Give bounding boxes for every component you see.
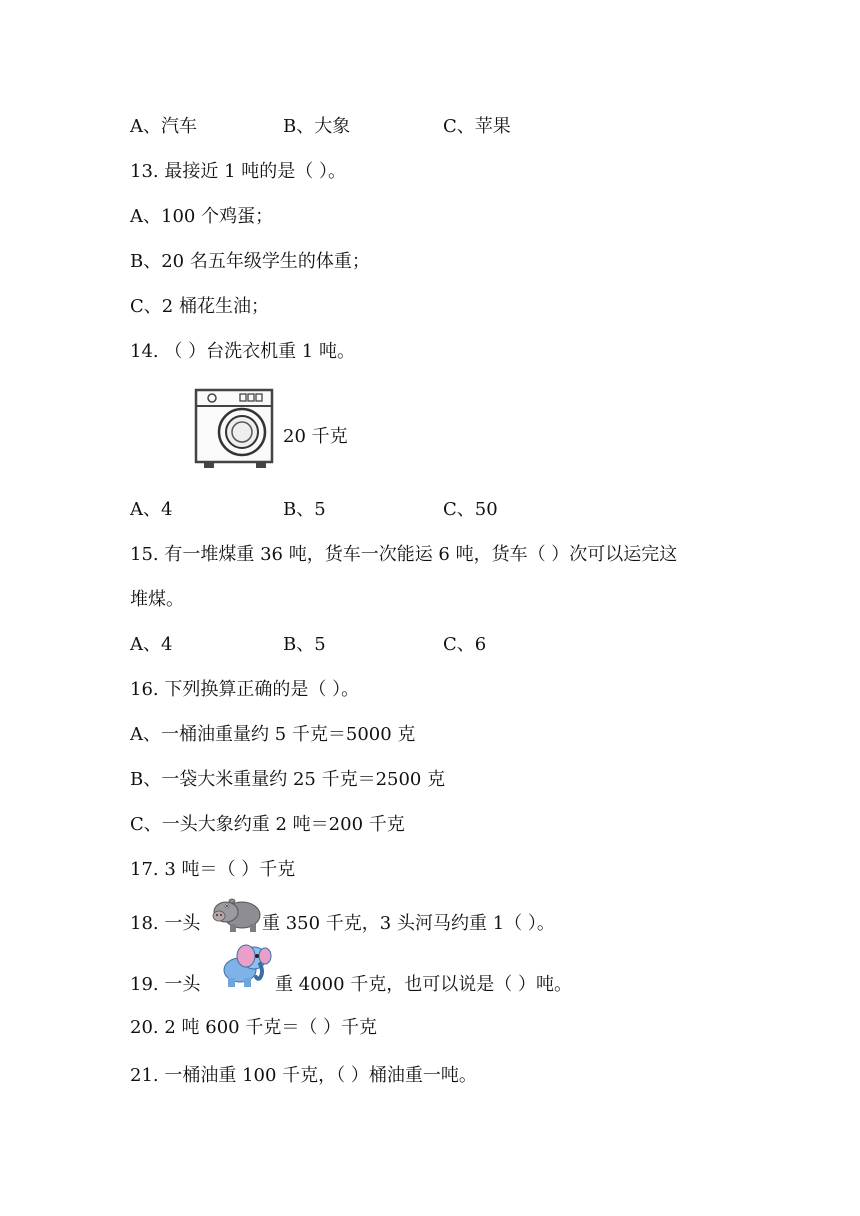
q15-stem-line1: 15. 有一堆煤重 36 吨，货车一次能运 6 吨，货车（ ）次可以运完这: [130, 544, 678, 565]
hippo-icon: [212, 890, 262, 934]
q14-stem: 14. （ ）台洗衣机重 1 吨。: [130, 341, 355, 362]
q16-stem: 16. 下列换算正确的是（ ）。: [130, 679, 360, 700]
q14-option-c: C、50: [443, 499, 498, 520]
q16-option-c: C、一头大象约重 2 吨＝200 千克: [130, 814, 405, 835]
q15-stem-line2: 堆煤。: [130, 589, 184, 610]
q13-option-c: C、2 桶花生油；: [130, 296, 269, 317]
q20-stem: 20. 2 吨 600 千克＝（ ）千克: [130, 1017, 378, 1038]
q17-stem: 17. 3 吨＝（ ）千克: [130, 859, 296, 880]
elephant-icon: [216, 940, 272, 990]
q19-suffix: 重 4000 千克，也可以说是（ ）吨。: [275, 974, 572, 995]
q12-option-a: A、汽车: [130, 116, 197, 137]
q16-option-b: B、一袋大米重量约 25 千克＝2500 克: [130, 769, 446, 790]
washing-machine-icon: [190, 386, 280, 472]
q16-option-a: A、一桶油重量约 5 千克＝5000 克: [130, 724, 416, 745]
q18-suffix: 重 350 千克，3 头河马约重 1（ ）。: [262, 913, 555, 934]
q18-prefix: 18. 一头: [130, 913, 201, 934]
q14-image-caption: 20 千克: [283, 426, 348, 447]
q13-option-a: A、100 个鸡蛋；: [130, 206, 274, 227]
q15-option-b: B、5: [283, 634, 326, 655]
q12-option-b: B、大象: [283, 116, 351, 137]
q21-stem: 21. 一桶油重 100 千克，（ ）桶油重一吨。: [130, 1065, 477, 1086]
q19-prefix: 19. 一头: [130, 974, 201, 995]
q12-option-c: C、苹果: [443, 116, 511, 137]
q14-option-a: A、4: [130, 499, 173, 520]
q13-option-b: B、20 名五年级学生的体重；: [130, 251, 370, 272]
q13-stem: 13. 最接近 1 吨的是（ ）。: [130, 161, 346, 182]
q14-option-b: B、5: [283, 499, 326, 520]
q15-option-a: A、4: [130, 634, 173, 655]
q15-option-c: C、6: [443, 634, 487, 655]
